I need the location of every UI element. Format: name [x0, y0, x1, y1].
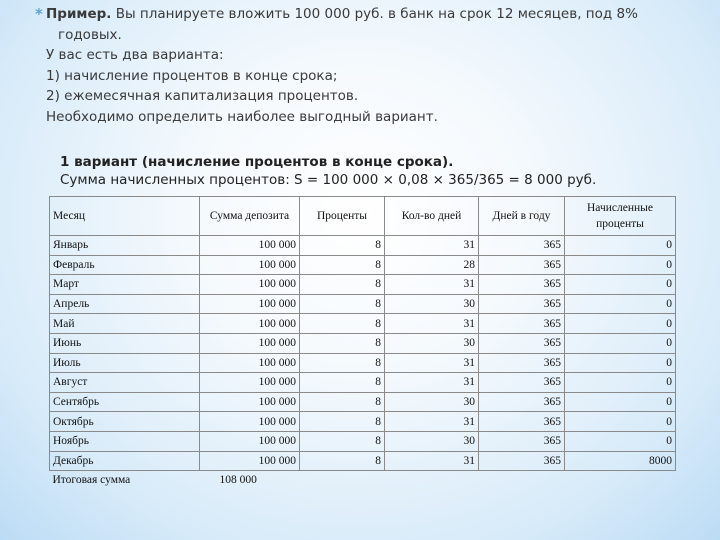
cell-percent: 8 — [300, 392, 385, 412]
total-empty-cell — [565, 471, 676, 490]
cell-percent: 8 — [300, 294, 385, 314]
cell-percent: 8 — [300, 236, 385, 256]
intro-text — [35, 4, 706, 127]
cell-accrued: 0 — [565, 431, 676, 451]
table-row — [50, 412, 676, 432]
deposit-table — [49, 196, 676, 490]
cell-deposit: 100 000 — [200, 353, 300, 373]
cell-accrued: 0 — [565, 392, 676, 412]
table-row — [50, 333, 676, 353]
table-row — [50, 255, 676, 275]
cell-days: 31 — [385, 236, 479, 256]
cell-accrued: 0 — [565, 255, 676, 275]
table-row — [50, 294, 676, 314]
cell-days: 30 — [385, 392, 479, 412]
cell-days-year: 365 — [479, 333, 565, 353]
total-empty-cell — [385, 471, 479, 490]
cell-days-year: 365 — [479, 353, 565, 373]
table-header-row — [50, 197, 676, 236]
cell-percent: 8 — [300, 451, 385, 471]
header-days: Кол-во дней — [385, 197, 479, 236]
cell-accrued: 0 — [565, 314, 676, 334]
cell-month: Апрель — [50, 294, 200, 314]
cell-month: Ноябрь — [50, 431, 200, 451]
cell-accrued: 8000 — [565, 451, 676, 471]
header-accrued: Начисленные проценты — [565, 197, 676, 236]
header-percent: Проценты — [300, 197, 385, 236]
cell-days: 31 — [385, 353, 479, 373]
cell-accrued: 0 — [565, 333, 676, 353]
cell-percent: 8 — [300, 353, 385, 373]
total-value: 108 000 — [219, 474, 257, 487]
cell-month: Июль — [50, 353, 200, 373]
intro-line-1-text: Вы планируете вложить 100 000 руб. в банк на срок 12 месяцев, под 8% — [111, 6, 638, 22]
cell-days-year: 365 — [479, 451, 565, 471]
cell-month: Февраль — [50, 255, 200, 275]
cell-accrued: 0 — [565, 373, 676, 393]
table-row — [50, 431, 676, 451]
cell-month: Июнь — [50, 333, 200, 353]
cell-deposit: 100 000 — [200, 392, 300, 412]
cell-days-year: 365 — [479, 431, 565, 451]
table-row — [50, 392, 676, 412]
variant-heading: 1 вариант (начисление процентов в конце срока). — [60, 154, 454, 170]
header-month: Месяц — [50, 197, 200, 236]
cell-month: Май — [50, 314, 200, 334]
cell-days: 31 — [385, 314, 479, 334]
total-empty-cell — [479, 471, 565, 490]
cell-deposit: 100 000 — [200, 412, 300, 432]
cell-month: Август — [50, 373, 200, 393]
intro-line-5: Необходимо определить наиболее выгодный вариант. — [46, 108, 438, 125]
cell-month: Март — [50, 275, 200, 295]
cell-accrued: 0 — [565, 294, 676, 314]
variant-formula: Сумма начисленных процентов: S = 100 000 × 0,08 × 365/365 = 8 000 руб. — [60, 172, 597, 188]
cell-deposit: 100 000 — [200, 431, 300, 451]
cell-days: 30 — [385, 333, 479, 353]
table-row — [50, 451, 676, 471]
cell-days-year: 365 — [479, 275, 565, 295]
cell-days: 31 — [385, 412, 479, 432]
cell-deposit: 100 000 — [200, 314, 300, 334]
cell-deposit: 100 000 — [200, 294, 300, 314]
cell-days: 31 — [385, 451, 479, 471]
cell-days-year: 365 — [479, 373, 565, 393]
intro-line-1-cont: годовых. — [58, 26, 122, 43]
cell-percent: 8 — [300, 275, 385, 295]
cell-days: 30 — [385, 294, 479, 314]
cell-percent: 8 — [300, 373, 385, 393]
total-label: Итоговая сумма — [52, 474, 131, 487]
cell-month: Декабрь — [50, 451, 200, 471]
cell-deposit: 100 000 — [200, 451, 300, 471]
table-row — [50, 353, 676, 373]
cell-percent: 8 — [300, 431, 385, 451]
cell-days-year: 365 — [479, 392, 565, 412]
cell-month: Октябрь — [50, 412, 200, 432]
cell-days-year: 365 — [479, 236, 565, 256]
intro-line-3: 1) начисление процентов в конце срока; — [46, 67, 338, 84]
header-days-year: Дней в году — [479, 197, 565, 236]
cell-deposit: 100 000 — [200, 333, 300, 353]
intro-line-1 — [46, 4, 706, 25]
cell-days-year: 365 — [479, 314, 565, 334]
cell-deposit: 100 000 — [200, 236, 300, 256]
cell-days: 31 — [385, 373, 479, 393]
table-body — [50, 236, 676, 490]
table-row — [50, 314, 676, 334]
intro-line-2: У вас есть два варианта: — [46, 47, 224, 63]
example-label: Пример. — [46, 6, 112, 22]
cell-days-year: 365 — [479, 255, 565, 275]
cell-accrued: 0 — [565, 236, 676, 256]
cell-accrued: 0 — [565, 275, 676, 295]
cell-days-year: 365 — [479, 412, 565, 432]
table-row — [50, 275, 676, 295]
variant-block — [60, 153, 700, 189]
cell-days: 28 — [385, 255, 479, 275]
intro-line-4: 2) ежемесячная капитализация процентов. — [46, 88, 359, 104]
total-empty-cell — [300, 471, 385, 490]
cell-percent: 8 — [300, 255, 385, 275]
cell-percent: 8 — [300, 333, 385, 353]
cell-days: 30 — [385, 431, 479, 451]
table-row — [50, 373, 676, 393]
cell-days-year: 365 — [479, 294, 565, 314]
total-row — [50, 471, 676, 490]
cell-accrued: 0 — [565, 412, 676, 432]
cell-accrued: 0 — [565, 353, 676, 373]
header-deposit: Сумма депозита — [200, 197, 300, 236]
cell-days: 31 — [385, 275, 479, 295]
bullet-marker: * — [35, 5, 43, 23]
cell-deposit: 100 000 — [200, 255, 300, 275]
cell-deposit: 100 000 — [200, 275, 300, 295]
table-row — [50, 236, 676, 256]
cell-deposit: 100 000 — [200, 373, 300, 393]
cell-month: Январь — [50, 236, 200, 256]
cell-percent: 8 — [300, 314, 385, 334]
cell-percent: 8 — [300, 412, 385, 432]
cell-month: Сентябрь — [50, 392, 200, 412]
